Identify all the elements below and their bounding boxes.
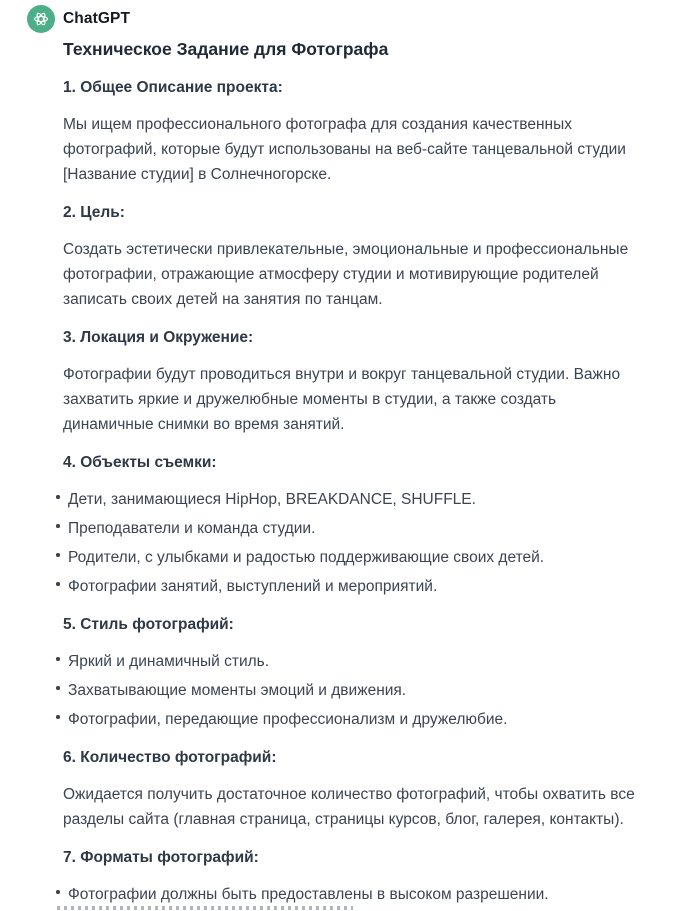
section-heading: 4. Объекты съемки:: [63, 454, 217, 471]
section-location: [63, 325, 645, 437]
openai-knot-icon: [32, 10, 50, 28]
list-item: Дети, занимающиеся HipHop, BREAKDANCE, SHUFFLE.: [63, 487, 645, 512]
section-heading: 3. Локация и Окружение:: [63, 329, 254, 346]
page-title: Техническое Задание для Фотографа: [63, 39, 389, 59]
paragraph-line: Ожидается получить достаточное количество фотографий, чтобы охватить все: [63, 786, 635, 803]
list-item: Захватывающие моменты эмоций и движения.: [63, 678, 645, 703]
list-item: Фотографии должны быть предоставлены в высоком разрешении.: [63, 882, 645, 907]
list-item: Преподаватели и команда студии.: [63, 516, 645, 541]
list-item: Родители, с улыбками и радостью поддерживающие своих детей.: [63, 545, 645, 570]
section-subjects: [63, 450, 645, 599]
paragraph-line: фотографии, отражающие атмосферу студии и мотивирующие родителей: [63, 266, 599, 283]
clipped-next-line: [57, 906, 353, 910]
section-heading: 7. Форматы фотографий:: [63, 849, 259, 866]
bullet-list: [63, 649, 645, 732]
list-item: Яркий и динамичный стиль.: [63, 649, 645, 674]
paragraph-line: захватить яркие и дружелюбные моменты в студии, а также создать: [63, 391, 557, 408]
paragraph-line: динамичные снимки во время занятий.: [63, 416, 345, 433]
paragraph-line: фотографий, которые будут использованы на веб-сайте танцевальной студии: [63, 141, 626, 158]
list-item: Фотографии занятий, выступлений и мероприятий.: [63, 574, 645, 599]
bullet-list: [63, 487, 645, 599]
paragraph-line: Создать эстетически привлекательные, эмоциональные и профессиональные: [63, 241, 629, 258]
section-goal: [63, 200, 645, 312]
section-heading: 1. Общее Описание проекта:: [63, 79, 283, 96]
section-quantity: [63, 745, 645, 832]
assistant-header: [0, 0, 700, 33]
chatgpt-logo-icon: [27, 5, 55, 33]
paragraph-line: разделы сайта (главная страница, страницы курсов, блог, галерея, контакты).: [63, 811, 624, 828]
paragraph-line: записать своих детей на занятия по танцам.: [63, 291, 383, 308]
bullet-list: [63, 882, 645, 907]
section-project-description: [63, 75, 645, 187]
paragraph-line: [Название студии] в Солнечногорске.: [63, 166, 332, 183]
document-body: [63, 75, 645, 907]
paragraph-line: Фотографии будут проводиться внутри и вокруг танцевальной студии. Важно: [63, 366, 621, 383]
assistant-name-label: ChatGPT: [63, 10, 131, 27]
section-formats: [63, 845, 645, 907]
section-heading: 6. Количество фотографий:: [63, 749, 277, 766]
section-heading: 2. Цель:: [63, 204, 125, 221]
list-item: Фотографии, передающие профессионализм и дружелюбие.: [63, 707, 645, 732]
section-style: [63, 612, 645, 732]
paragraph-line: Мы ищем профессионального фотографа для создания качественных: [63, 116, 572, 133]
section-heading: 5. Стиль фотографий:: [63, 616, 234, 633]
